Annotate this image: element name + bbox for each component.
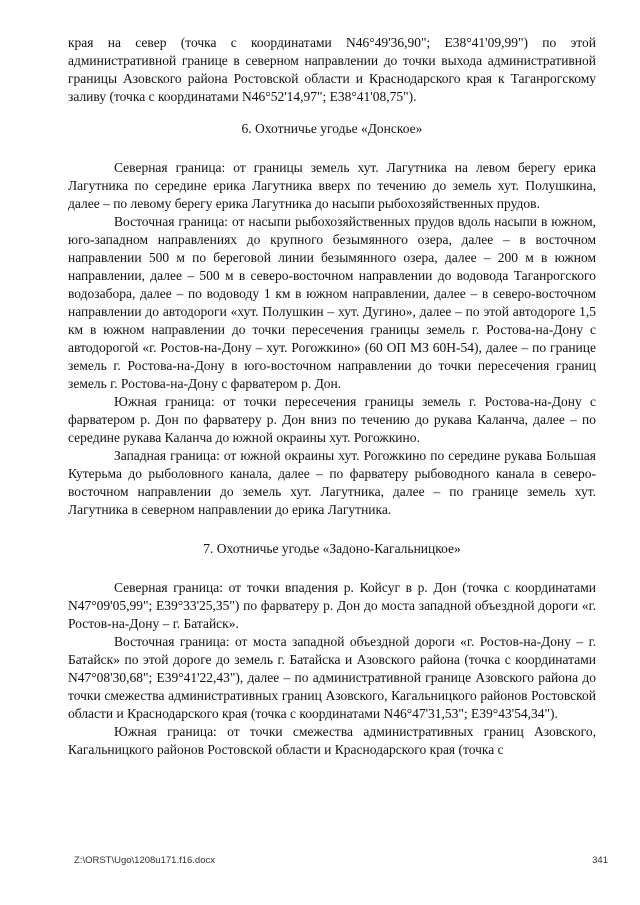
section-6-west-border: Западная граница: от южной окраины хут. Рогожкино по середине рукава Большая Кутерьма до рыболовного канала, далее – по фарватеру рыбоводного канала в северо-восточном направлении до земель хут. Лагутника, далее – по границе земель хут. Лагутника в северном направлении до ерика Лагутника.: [68, 448, 596, 517]
footer-file-path: Z:\ORST\Ugo\1208u171.f16.docx: [74, 855, 215, 866]
section-7-south-border: Южная граница: от точки смежества административных границ Азовского, Кагальницкого районов Ростовской области и Краснодарского края (точка с: [68, 724, 596, 757]
section-7-east-border: Восточная граница: от моста западной объездной дороги «г. Ростов-на-Дону – г. Батайск» по этой дороге до земель г. Батайска и Азовского района (точка с координатами N47°08'30,68"; E39°41'22,43"), далее – по административной границе Азовского района до точки смежества административных границ Азовского, Кагальницкого районов Ростовской области и Краснодарского края (точка с координатами N46°47'31,53"; E39°43'54,34").: [68, 634, 596, 721]
page-footer: [74, 855, 608, 866]
intro-paragraph: края на север (точка с координатами N46°49'36,90"; E38°41'09,99") по этой административной границе в северном направлении до точки выхода административной границы Азовского района Ростовской области и Краснодарского края к Таганрогскому заливу (точка с координатами N46°52'14,97"; E38°41'08,75").: [68, 35, 596, 104]
document-body: [68, 34, 596, 759]
section-7-north-border: Северная граница: от точки впадения р. Койсуг в р. Дон (точка с координатами N47°09'05,99"; E39°33'25,35") по фарватеру р. Дон до моста западной объездной дороги «г. Ростов-на-Дону – г. Батайск».: [68, 580, 596, 631]
page-number: 341: [592, 855, 608, 866]
section-7-heading: 7. Охотничье угодье «Задоно-Кагальницкое»: [203, 541, 461, 556]
section-6-south-border: Южная граница: от точки пересечения границы земель г. Ростова-на-Дону с фарватером р. Дон по фарватеру р. Дон вниз по течению до рукава Каланча, далее – по середине рукава Каланча до южной окраины хут. Рогожкино.: [68, 394, 596, 445]
section-6-heading: 6. Охотничье угодье «Донское»: [241, 121, 423, 136]
section-6-north-border: Северная граница: от границы земель хут. Лагутника на левом берегу ерика Лагутника по середине ерика Лагутника вверх по течению до земель хут. Полушкина, далее – по левому берегу ерика Лагутника до насыпи рыбохозяйственных прудов.: [68, 160, 596, 211]
section-6-east-border: Восточная граница: от насыпи рыбохозяйственных прудов вдоль насыпи в южном, юго-западном направлениях до крупного безымянного озера, далее – в восточном направлении 500 м по береговой линии безымянного озера, далее – 200 м в южном направлении, далее – 500 м в северо-восточном направлении до водовода Таганрогского водозабора, далее – по водоводу 1 км в южном направлении, далее – в северо-восточном направлении до автодороги «хут. Полушкин – хут. Дугино», далее – по этой автодороге 1,5 км в южном направлении до точки пересечения границы земель г. Ростова-на-Дону с автодорогой «г. Ростов-на-Дону – хут. Рогожкино» (60 ОП МЗ 60Н-54), далее – по границе земель г. Ростова-на-Дону в юго-восточном направлении до точки пересечения границ земель г. Ростова-на-Дону с фарватером р. Дон.: [68, 214, 596, 391]
